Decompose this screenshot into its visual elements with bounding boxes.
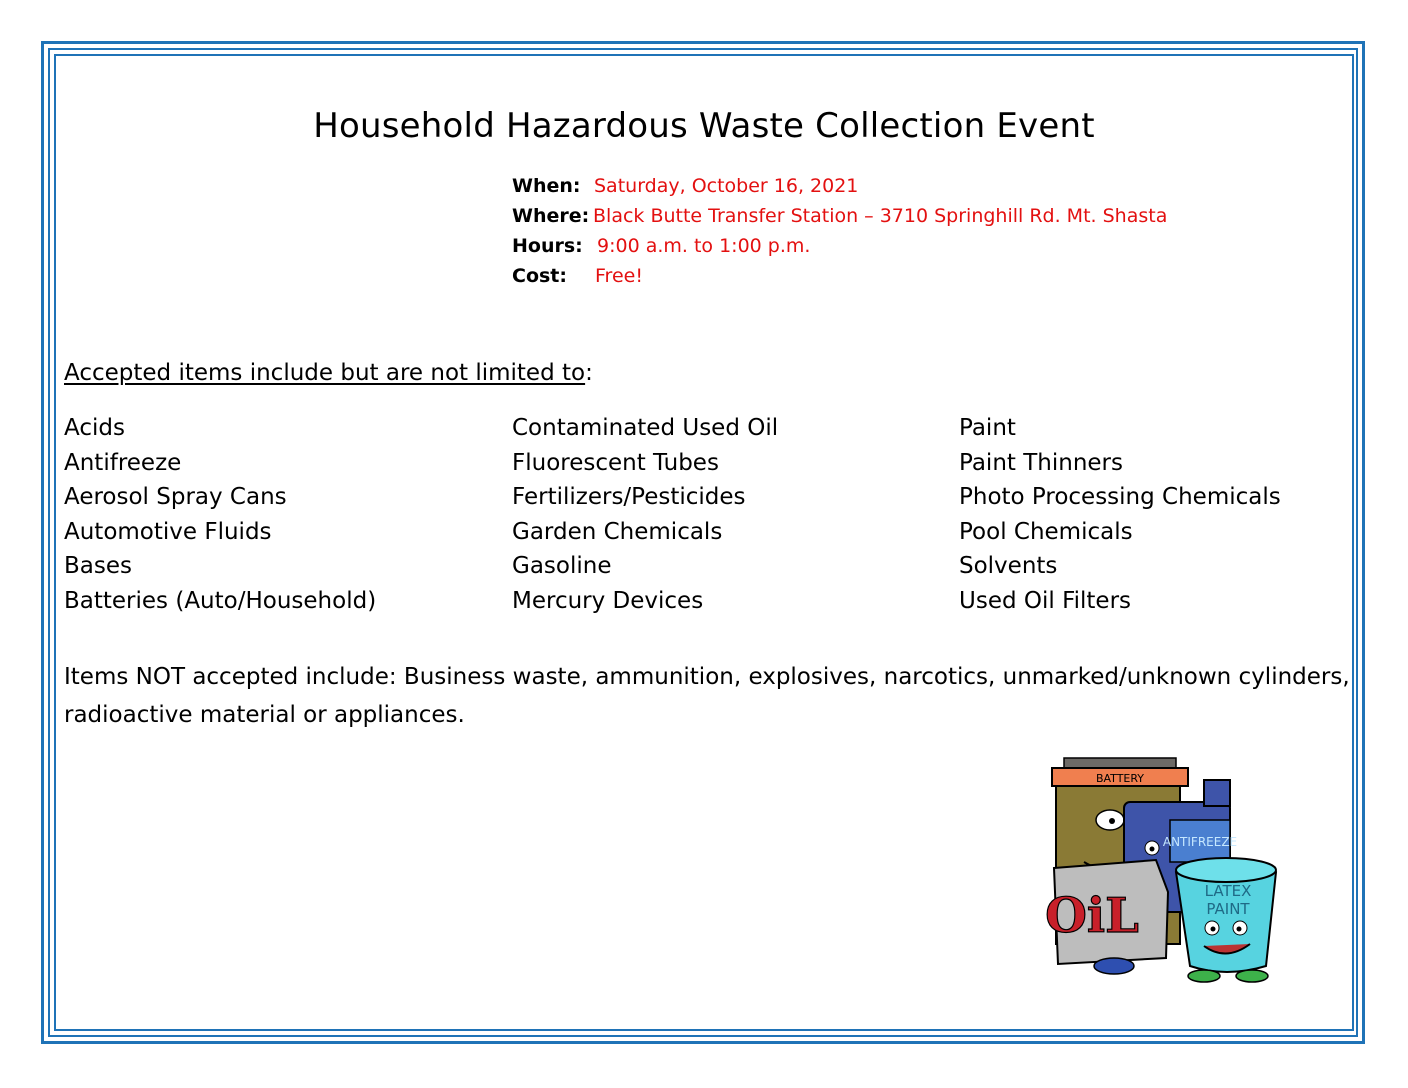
accepted-column-2 xyxy=(512,411,778,619)
accepted-column-3 xyxy=(959,411,1281,619)
list-item: Automotive Fluids xyxy=(64,518,272,545)
detail-where-value: Black Butte Transfer Station – 3710 Springhill Rd. Mt. Shasta xyxy=(593,205,1168,227)
list-item: Gasoline xyxy=(512,553,612,580)
detail-cost-value: Free! xyxy=(595,265,643,287)
list-item: Antifreeze xyxy=(64,449,182,476)
list-item: Contaminated Used Oil xyxy=(512,415,779,441)
paint-label-line1: LATEX xyxy=(1204,882,1252,900)
list-item: Batteries (Auto/Household) xyxy=(64,587,377,614)
paint-label-line2: PAINT xyxy=(1206,900,1250,918)
battery-label: BATTERY xyxy=(1095,772,1145,785)
hazardous-containers-icon xyxy=(1044,752,1294,984)
oil-label: OiL xyxy=(1045,888,1139,944)
list-item: Acids xyxy=(64,415,125,441)
list-item: Solvents xyxy=(959,553,1058,580)
detail-when-label: When: xyxy=(512,175,581,197)
detail-hours-label: Hours: xyxy=(512,235,583,257)
event-details xyxy=(512,171,1167,291)
detail-cost-label: Cost: xyxy=(512,265,567,287)
list-item: Paint Thinners xyxy=(959,449,1123,476)
list-item: Fluorescent Tubes xyxy=(512,449,719,476)
detail-where xyxy=(512,201,1167,231)
list-item: Paint xyxy=(959,415,1016,441)
detail-hours-value: 9:00 a.m. to 1:00 p.m. xyxy=(597,235,811,257)
list-item: Used Oil Filters xyxy=(959,587,1132,614)
accepted-heading-text: Accepted items include but are not limited to xyxy=(64,360,586,386)
detail-when-value: Saturday, October 16, 2021 xyxy=(594,175,859,197)
list-item: Fertilizers/Pesticides xyxy=(512,484,746,511)
accepted-column-1 xyxy=(64,411,376,619)
detail-when xyxy=(512,171,1167,201)
list-item: Pool Chemicals xyxy=(959,518,1133,545)
accepted-heading-colon: : xyxy=(585,360,593,386)
detail-where-label: Where: xyxy=(512,205,590,227)
list-item: Photo Processing Chemicals xyxy=(959,484,1281,511)
list-item: Aerosol Spray Cans xyxy=(64,484,287,511)
list-item: Mercury Devices xyxy=(512,587,704,614)
page-title: Household Hazardous Waste Collection Event xyxy=(313,106,1095,146)
not-accepted-text: Items NOT accepted include: Business waste, ammunition, explosives, narcotics, unmarked/unknown cylinders, radioactive material or appliances. xyxy=(64,664,1350,728)
detail-hours xyxy=(512,231,1167,261)
list-item: Garden Chemicals xyxy=(512,518,723,545)
accepted-heading xyxy=(64,360,593,386)
detail-cost xyxy=(512,261,1167,291)
antifreeze-label: ANTIFREEZE xyxy=(1162,835,1238,849)
list-item: Bases xyxy=(64,553,132,580)
